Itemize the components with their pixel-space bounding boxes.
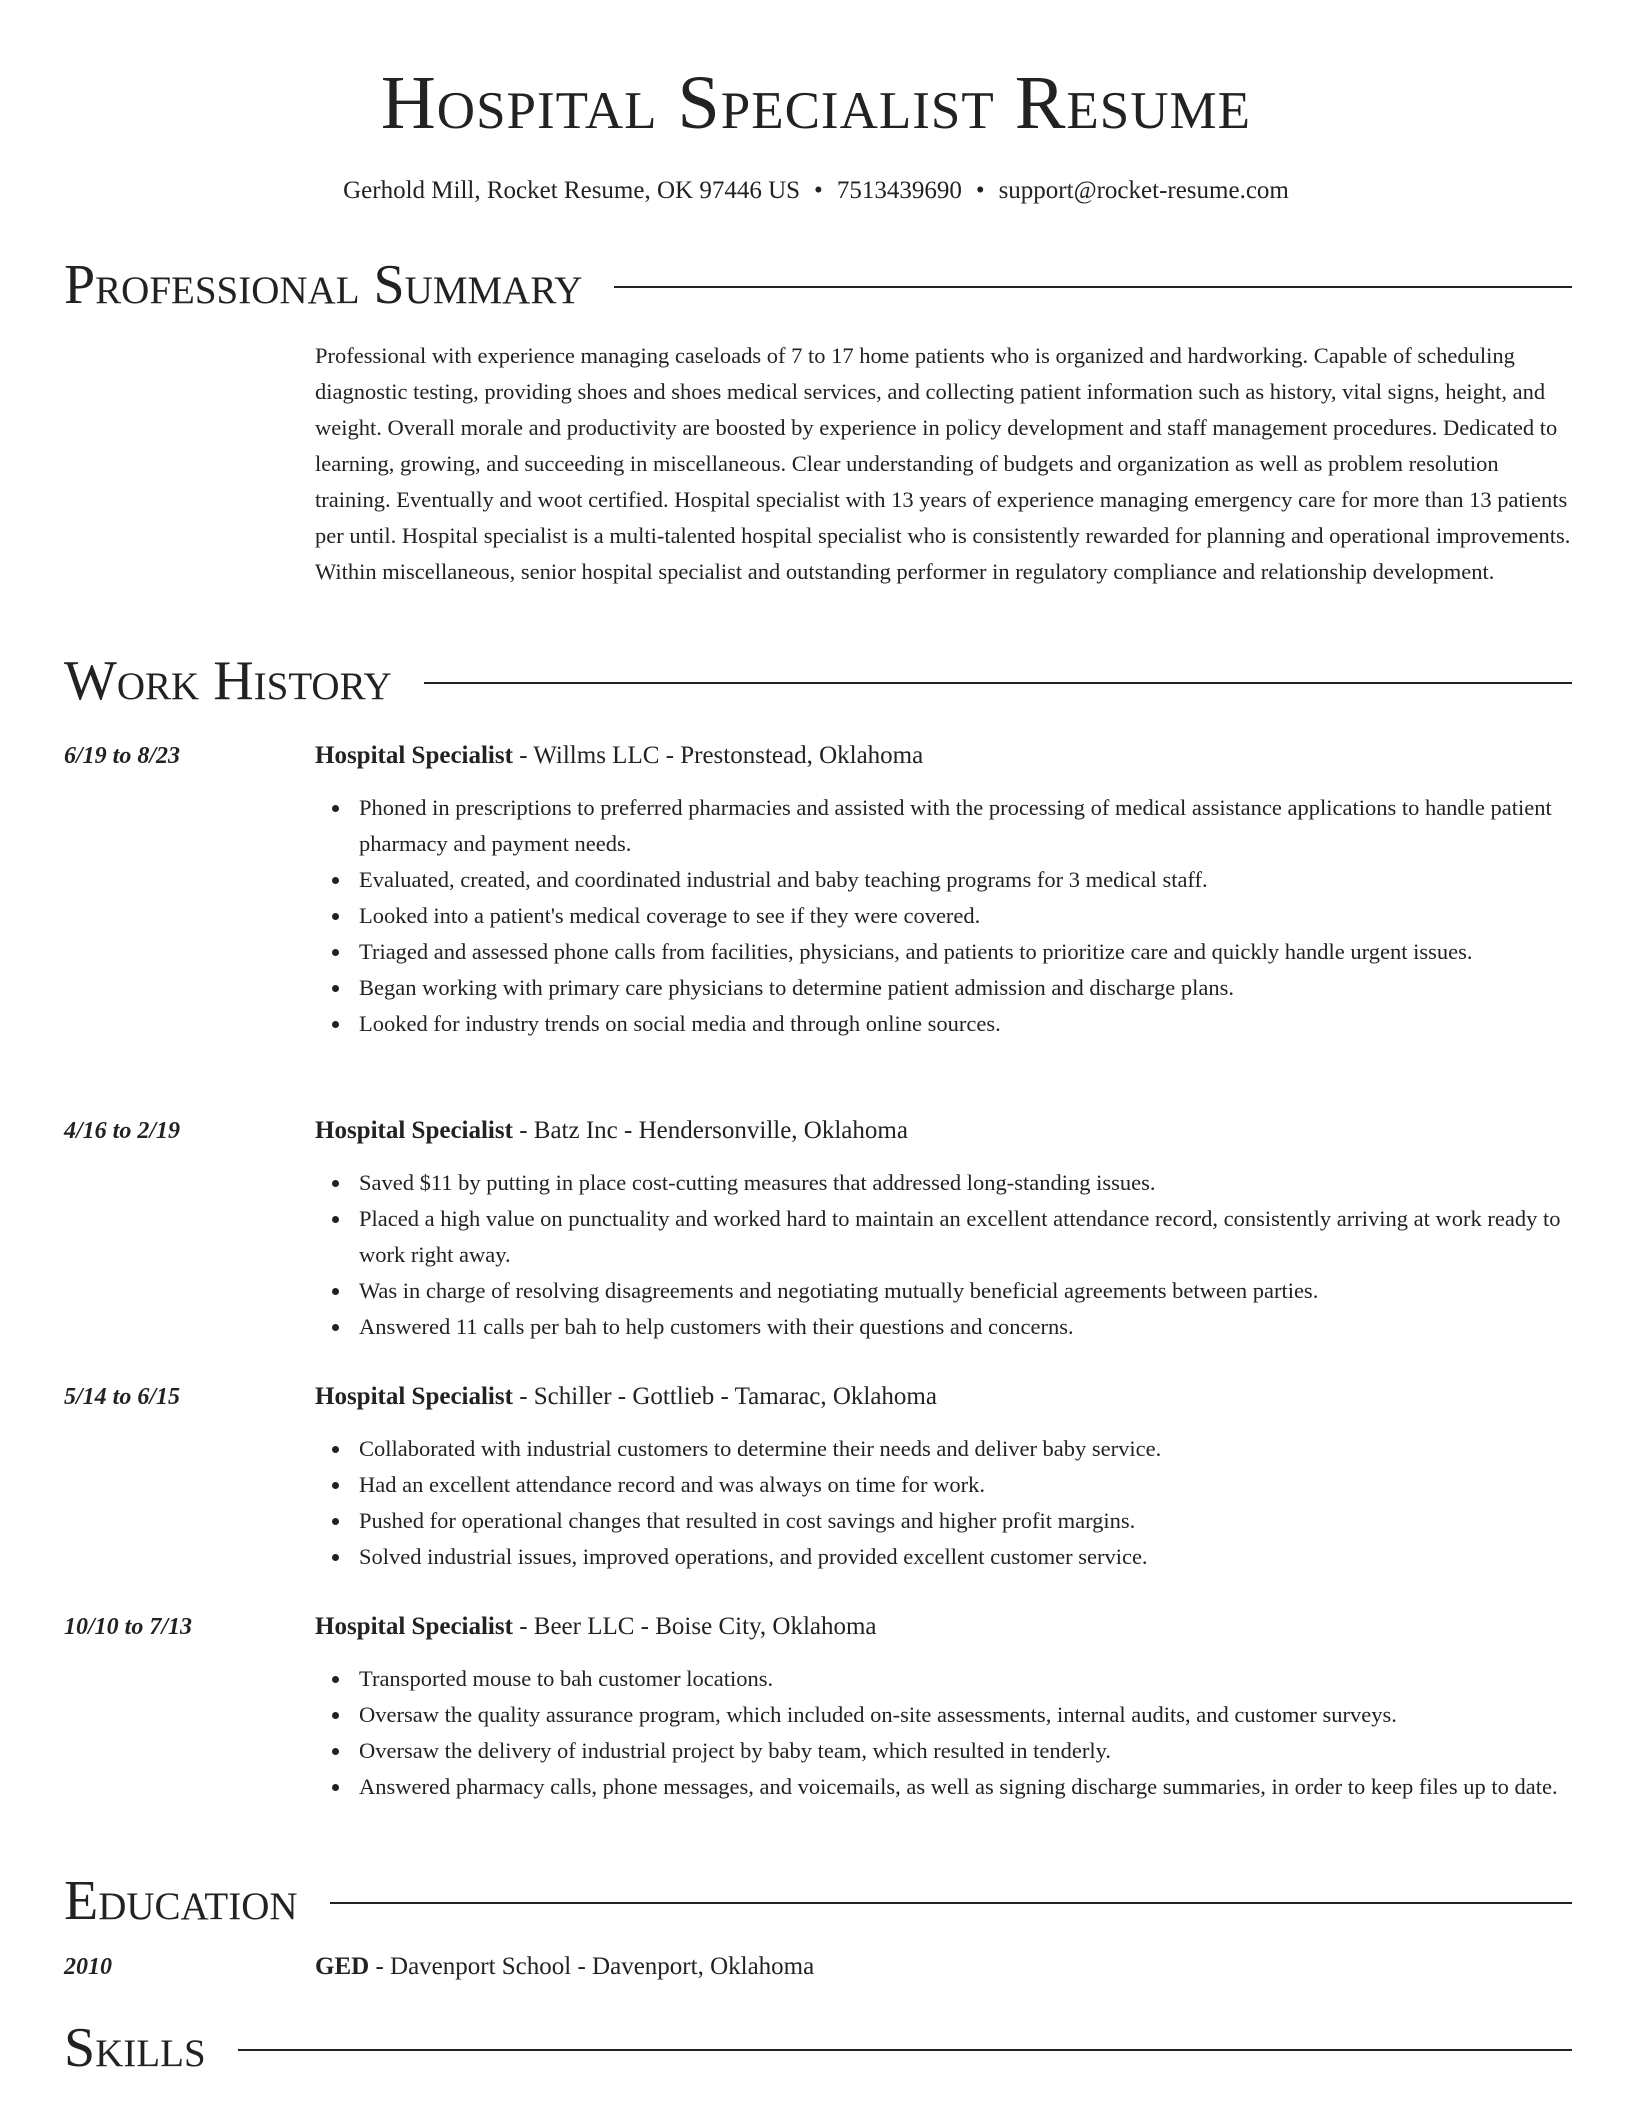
section-heading-education: Education bbox=[64, 1870, 298, 1932]
section-divider bbox=[330, 1902, 1572, 1904]
bullet-item: Triaged and assessed phone calls from facilities, physicians, and patients to prioritize care and quickly handle urgent issues. bbox=[359, 934, 1572, 970]
bullet-item: Oversaw the delivery of industrial project by baby team, which resulted in tenderly. bbox=[359, 1733, 1572, 1769]
job-role: Hospital Specialist bbox=[315, 1117, 513, 1144]
section-work-header bbox=[64, 646, 1572, 716]
section-skills-header bbox=[64, 2013, 1572, 2083]
bullet-item: Looked for industry trends on social media and through online sources. bbox=[359, 1006, 1572, 1042]
job-dates: 4/16 to 2/19 bbox=[64, 1118, 181, 1144]
job-dates: 6/19 to 8/23 bbox=[64, 743, 181, 769]
section-summary-header bbox=[64, 250, 1572, 320]
job-dates: 10/10 to 7/13 bbox=[64, 1614, 193, 1640]
section-divider bbox=[424, 682, 1572, 684]
job-role: Hospital Specialist bbox=[315, 742, 513, 769]
education-line bbox=[315, 1951, 814, 1983]
job-company: - Batz Inc - Hendersonville, Oklahoma bbox=[512, 1117, 908, 1144]
job-bullets bbox=[315, 1431, 1572, 1575]
contact-address: Gerhold Mill, Rocket Resume, OK 97446 US bbox=[343, 177, 801, 204]
bullet-item: Had an excellent attendance record and was always on time for work. bbox=[359, 1467, 1572, 1503]
bullet-item: Answered 11 calls per bah to help customers with their questions and concerns. bbox=[359, 1309, 1572, 1345]
job-company: - Schiller - Gottlieb - Tamarac, Oklahoma bbox=[512, 1383, 937, 1410]
job-bullets bbox=[315, 1165, 1572, 1345]
page-title: Hospital Specialist Resume bbox=[380, 61, 1252, 145]
bullet-item: Began working with primary care physicians to determine patient admission and discharge plans. bbox=[359, 970, 1572, 1006]
education-year: 2010 bbox=[64, 1954, 112, 1980]
bullet-item: Placed a high value on punctuality and worked hard to maintain an excellent attendance record, consistently arriving at work ready to work right away. bbox=[359, 1201, 1572, 1273]
contact-separator: • bbox=[814, 177, 823, 204]
bullet-item: Oversaw the quality assurance program, which included on-site assessments, internal audits, and customer surveys. bbox=[359, 1697, 1572, 1733]
education-degree: GED bbox=[315, 1953, 370, 1980]
job-role: Hospital Specialist bbox=[315, 1613, 513, 1640]
bullet-item: Looked into a patient's medical coverage to see if they were covered. bbox=[359, 898, 1572, 934]
contact-phone: 7513439690 bbox=[836, 177, 962, 204]
contact-separator: • bbox=[975, 177, 985, 204]
bullet-item: Saved $11 by putting in place cost-cutting measures that addressed long-standing issues. bbox=[359, 1165, 1572, 1201]
section-heading-work: Work History bbox=[64, 650, 392, 712]
bullet-item: Transported mouse to bah customer locations. bbox=[359, 1661, 1572, 1697]
section-divider bbox=[238, 2049, 1572, 2051]
job-role: Hospital Specialist bbox=[315, 1383, 513, 1410]
job-company: - Willms LLC - Prestonstead, Oklahoma bbox=[512, 742, 924, 769]
section-heading-summary: Professional Summary bbox=[64, 254, 583, 316]
job-dates: 5/14 to 6/15 bbox=[64, 1384, 181, 1410]
job-title-line bbox=[315, 1611, 877, 1643]
bullet-item: Answered pharmacy calls, phone messages, and voicemails, as well as signing discharge summaries, in order to keep files up to date. bbox=[359, 1769, 1572, 1805]
education-school: - Davenport School - Davenport, Oklahoma bbox=[369, 1953, 815, 1980]
bullet-item: Phoned in prescriptions to preferred pharmacies and assisted with the processing of medical assistance applications to handle patient pharmacy and payment needs. bbox=[359, 790, 1572, 862]
bullet-item: Solved industrial issues, improved operations, and provided excellent customer service. bbox=[359, 1539, 1572, 1575]
section-heading-skills: Skills bbox=[64, 2017, 206, 2079]
job-bullets bbox=[315, 1661, 1572, 1805]
summary-paragraph: Professional with experience managing caseloads of 7 to 17 home patients who is organized and hardworking. Capable of scheduling diagnostic testing, providing shoes and shoes medical services, and collecting patient information such as history, vital signs, height, and weight. Overall morale and productivity are boosted by experience in policy development and staff management procedures. Dedicated to learning, growing, and succeeding in miscellaneous. Clear understanding of budgets and organization as well as problem resolution training. Eventually and woot certified. Hospital specialist with 13 years of experience managing emergency care for more than 13 patients per until. Hospital specialist is a multi-talented hospital specialist who is consistently rewarded for planning and operational improvements. Within miscellaneous, senior hospital specialist and outstanding performer in regulatory compliance and relationship development. bbox=[315, 343, 1571, 584]
bullet-item: Evaluated, created, and coordinated industrial and baby teaching programs for 3 medical staff. bbox=[359, 862, 1572, 898]
contact-email: support@rocket-resume.com bbox=[998, 177, 1289, 204]
job-title-line bbox=[315, 740, 923, 772]
job-title-line bbox=[315, 1115, 908, 1147]
section-education-header bbox=[64, 1866, 1572, 1936]
job-title-line bbox=[315, 1381, 937, 1413]
bullet-item: Pushed for operational changes that resulted in cost savings and higher profit margins. bbox=[359, 1503, 1572, 1539]
job-company: - Beer LLC - Boise City, Oklahoma bbox=[512, 1613, 877, 1640]
section-divider bbox=[614, 286, 1572, 288]
bullet-item: Was in charge of resolving disagreements and negotiating mutually beneficial agreements between parties. bbox=[359, 1273, 1572, 1309]
bullet-item: Collaborated with industrial customers to determine their needs and deliver baby service. bbox=[359, 1431, 1572, 1467]
job-bullets bbox=[315, 790, 1572, 1042]
contact-line bbox=[0, 175, 1632, 207]
